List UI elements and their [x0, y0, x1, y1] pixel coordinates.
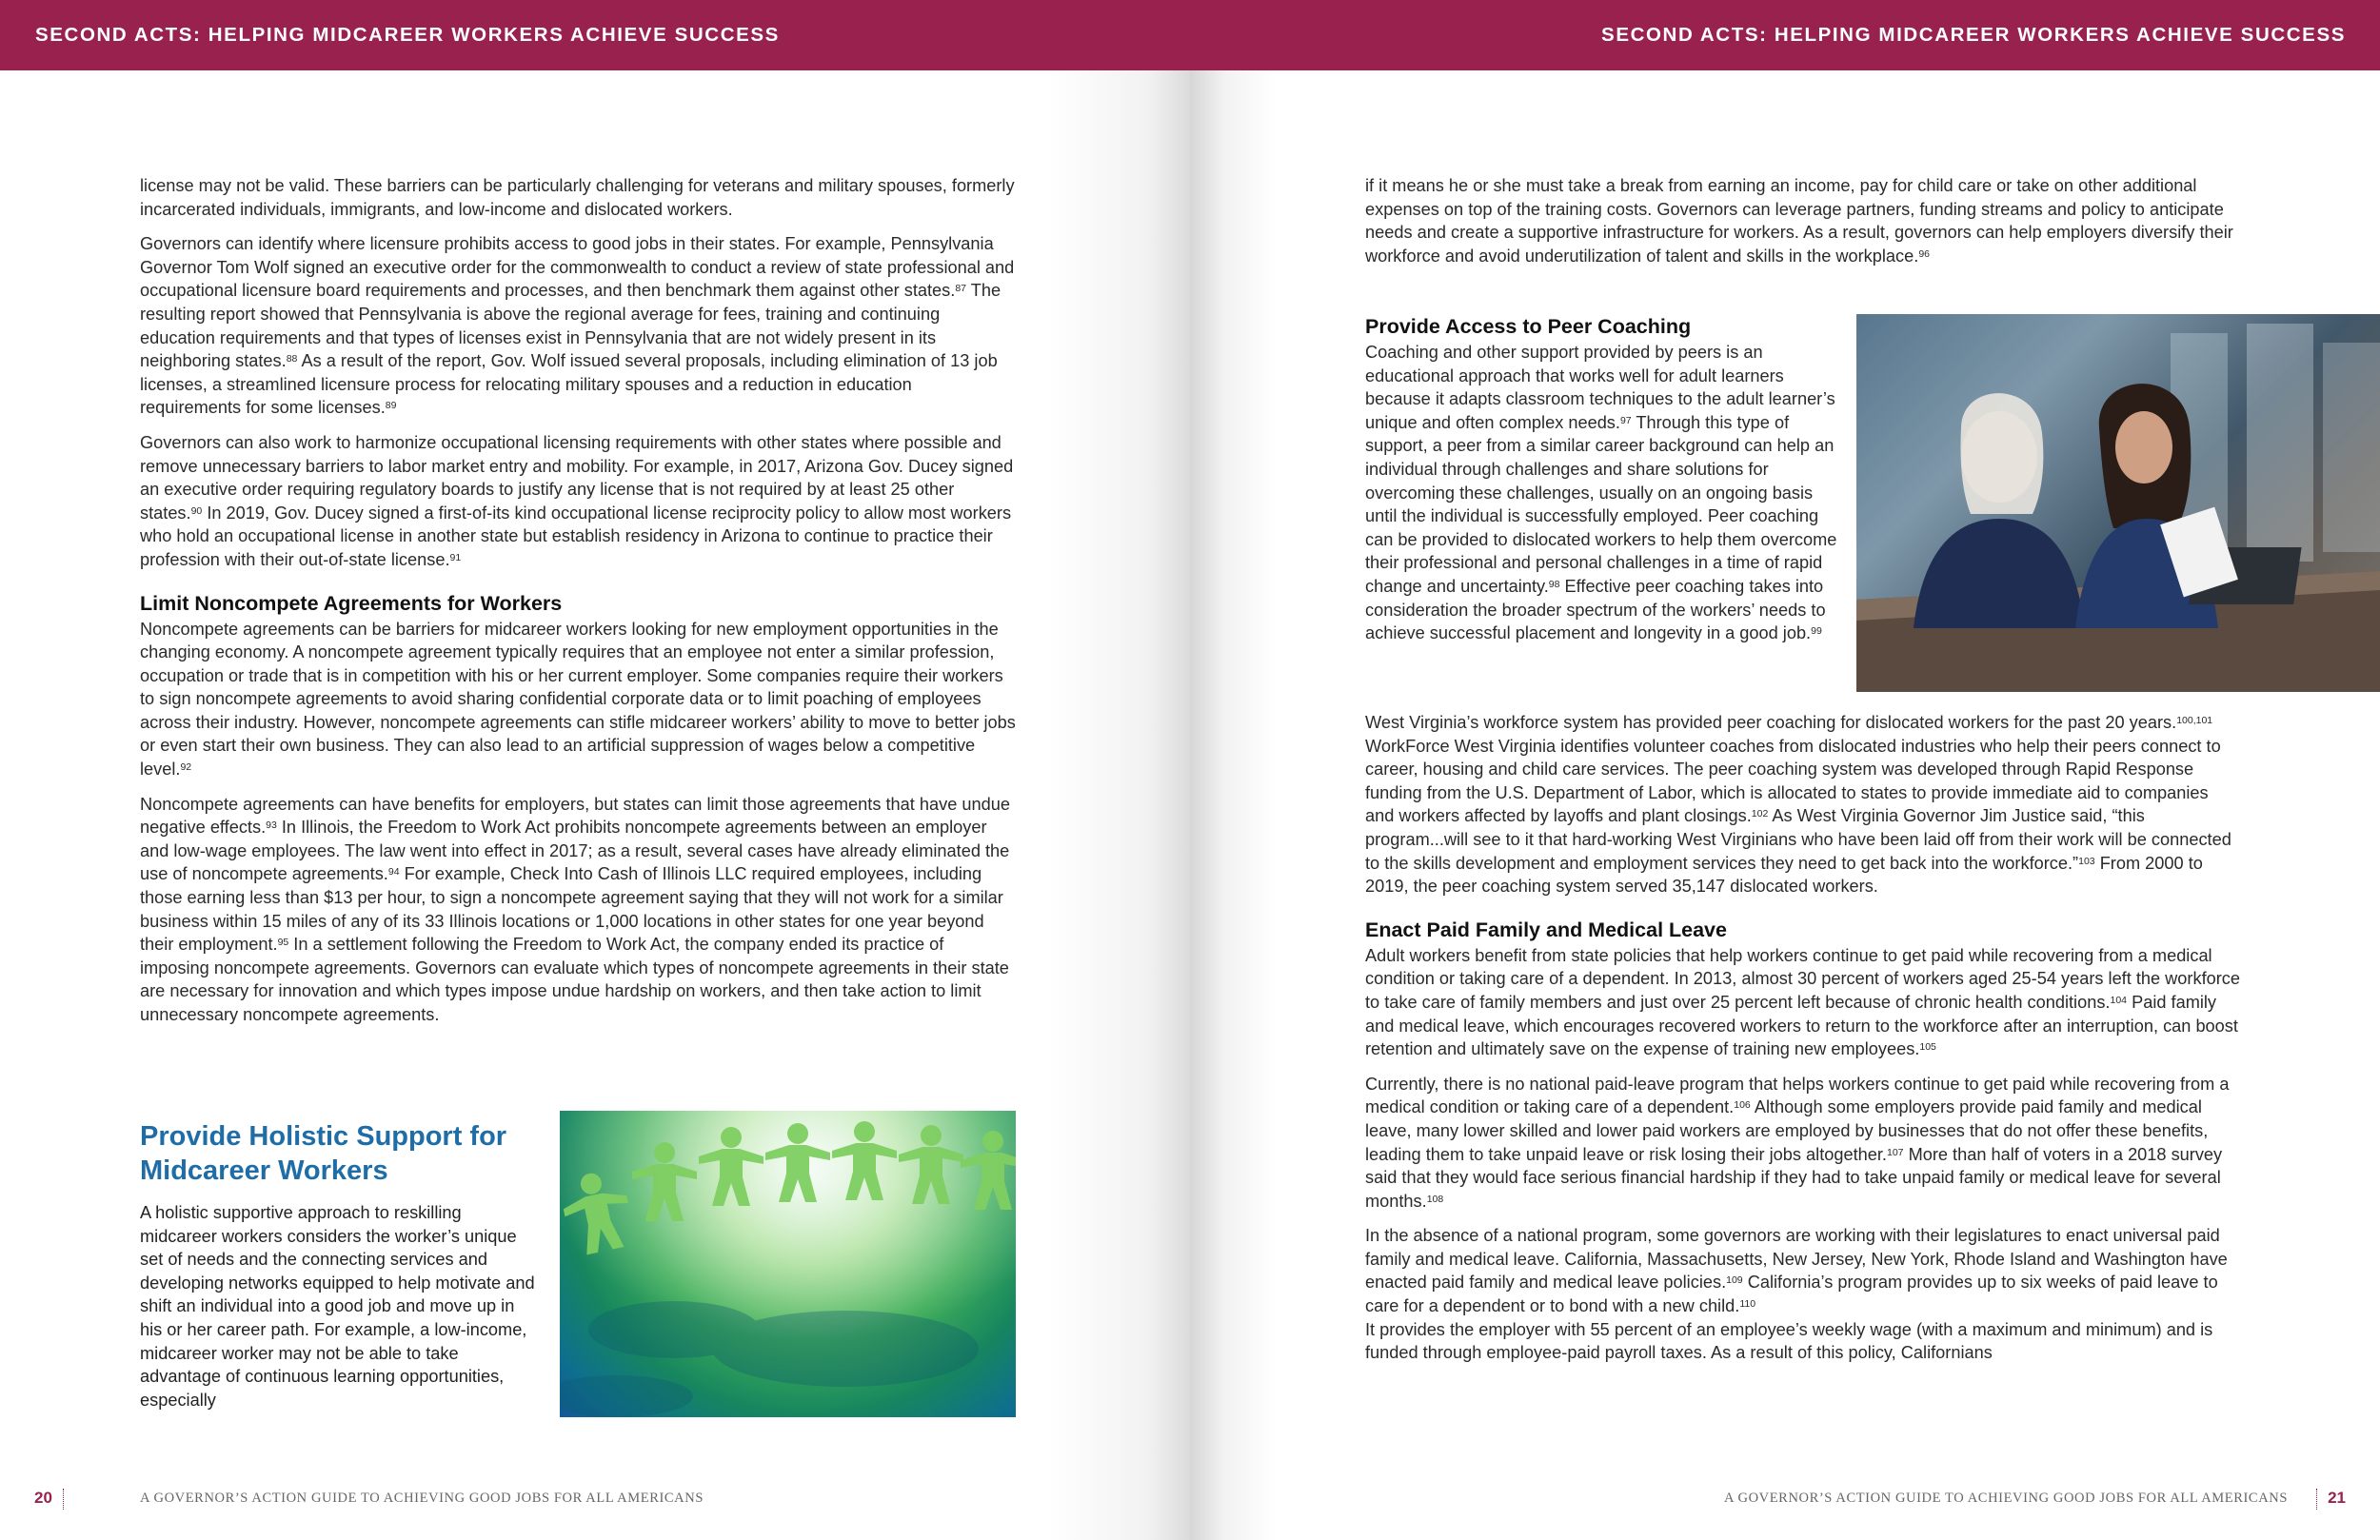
footnote-ref: 107 — [1886, 1146, 1904, 1158]
footnote-ref: 87 — [955, 283, 967, 295]
paragraph: Coaching and other support provided by peers is an educational approach that works well for adult learners because it adapts classroom techniques to the adult learner’s unique and often complex needs.$^{97}$ Through this type of support, a peer from a similar career background can help an individual through challenges and share solutions for overcoming these challenges, usually on an ongoing basis until the individual is successfully employed. Peer coaching can be provided to dislocated workers to help them overcome their professional and personal challenges in a time of rapid change and uncertainty.$^{98}$ Effective peer coaching takes into consideration the broader spectrum of the workers’ needs to achieve successful placement and longevity in a good job.$^{99}$ — [1365, 343, 1837, 643]
footnote-ref: 109 — [1726, 1274, 1743, 1287]
running-header-left: SECOND ACTS: HELPING MIDCAREER WORKERS ACHIEVE SUCCESS — [35, 24, 780, 46]
footnote-ref: 103 — [2078, 855, 2095, 867]
page-number-divider-left — [63, 1489, 64, 1510]
paragraph: West Virginia’s workforce system has provided peer coaching for dislocated workers for the past 20 years.$^{100,101}$ WorkForce West Virginia identifies volunteer coaches from dislocated industries who help their peers connect to career, housing and child care services. The peer coaching system was developed through Rapid Response funding from the U.S. Department of Labor, which is allocated to states to provide immediate aid to companies and workers affected by layoffs and plant closings.$^{102}$ As West Virginia Governor Jim Justice said, “this program...will see to it that hard-working West Virginians who have been laid off from their work will be connected to the skills development and employment services they need to get back into the workforce.”$^{103}$ From 2000 to 2019, the peer coaching system served 35,147 dislocated workers. — [1365, 713, 2231, 897]
footer-guide-title-right: A GOVERNOR’S ACTION GUIDE TO ACHIEVING GOOD JOBS FOR ALL AMERICANS — [1724, 1491, 2288, 1506]
footer-guide-title-left: A GOVERNOR’S ACTION GUIDE TO ACHIEVING GOOD JOBS FOR ALL AMERICANS — [140, 1491, 704, 1506]
paragraph: if it means he or she must take a break from earning an income, pay for child care or take on other additional expenses on top of the training costs. Governors can leverage partners, funding streams and policy to anticipate needs and create a supportive infrastructure for workers. As a result, governors can help employers diversify their workforce and avoid underutilization of talent and skills in the workplace.$^{96}$ — [1365, 176, 2233, 266]
footnote-ref: 92 — [180, 761, 192, 774]
footnote-ref: 98 — [1548, 578, 1560, 590]
footnote-ref: 97 — [1619, 414, 1632, 426]
holistic-support-section — [140, 1119, 540, 1423]
right-body-column-bottom — [1365, 711, 2241, 1365]
footnote-ref: 104 — [2110, 994, 2128, 1006]
two-women-at-laptop-photo — [1856, 314, 2380, 692]
paragraph: In the absence of a national program, some governors are working with their legislatures to enact universal paid family and medical leave. California, Massachusetts, New Jersey, New York, Rhode Island and Washington have enacted paid family and medical leave policies.$^{109}$ California’s program provides up to six weeks of paid leave to care for a dependent or to bond with a new child.$^{110}$ It provides the employer with 55 percent of an employee’s weekly wage (with a maximum and minimum) and is funded through employee-paid payroll taxes. As a result of this policy, Californians — [1365, 1226, 2228, 1363]
footnote-ref: 88 — [286, 353, 298, 365]
right-page — [1190, 0, 2380, 1540]
footnote-ref: 93 — [266, 819, 277, 832]
paragraph: Adult workers benefit from state policies that help workers continue to get paid while recovering from a medical condition or taking care of a dependent. In 2013, almost 30 percent of workers aged 25-54 years left the workforce to take care of family members and just over 25 percent left because of chronic health conditions.$^{104}$ Paid family and medical leave, which encourages recovered workers to return to the workforce after an interruption, can boost retention and ultimately save on the expense of training new employees.$^{105}$ — [1365, 945, 2241, 1059]
section-heading-peer-coaching: Provide Access to Peer Coaching — [1365, 315, 1692, 338]
paragraph: Currently, there is no national paid-leave program that helps workers continue to get paid while recovering from a medical condition or taking care of a dependent.$^{106}$ Although some employers provide paid family and medical leave, many lower skilled and lower paid workers are employed by businesses that do not offer these benefits, leading them to take unpaid leave or risk losing their jobs altogether.$^{107}$ More than half of voters in a 2018 survey said that they would face serious financial hardship if they had to take unpaid family or medical leave for several months.$^{108}$ — [1365, 1074, 2230, 1211]
section-heading-holistic: Provide Holistic Support for Midcareer Workers — [140, 1121, 507, 1186]
header-band-right — [1190, 0, 2380, 70]
paragraph: Governors can also work to harmonize occupational licensing requirements with other states where possible and remove unnecessary barriers to labor market entry and mobility. For example, in 2017, Arizona Gov. Ducey signed an executive order requiring regulatory boards to justify any license that is not required by at least 25 other states.$^{90}$ In 2019, Gov. Ducey signed a first-of-its kind occupational license reciprocity policy to allow most workers who hold an occupational license in another state but establish residency in Arizona to continue to practice their profession with their out-of-state license.$^{91}$ — [140, 432, 1014, 569]
footnote-ref: 95 — [277, 937, 289, 949]
page-gutter-shadow-left — [1047, 70, 1190, 1540]
footnote-ref: 105 — [1919, 1041, 1936, 1054]
footnote-ref: 106 — [1734, 1099, 1751, 1112]
footnote-ref: 108 — [1426, 1193, 1444, 1205]
page-gutter-shadow-right — [1190, 70, 1276, 1540]
paragraph: Noncompete agreements can be barriers for midcareer workers looking for new employment opportunities in the changing economy. A noncompete agreement typically requires that an employee not enter a similar profession, occupation or trade that is in competition with his or her current employer. Some companies require their workers to sign noncompete agreements to avoid sharing confidential corporate data or to limit poaching of employees across their industry. However, noncompete agreements can stifle midcareer workers’ ability to move to better jobs or even start their own business. They can also lead to an artificial suppression of wages below a competitive level.$^{92}$ — [140, 619, 1016, 780]
footnote-ref: 94 — [387, 866, 400, 879]
left-body-column — [140, 174, 1016, 1038]
peer-coaching-photo — [1856, 314, 2380, 692]
right-body-column-top — [1365, 174, 2241, 279]
footnote-ref: 100,101 — [2176, 715, 2213, 726]
footnote-ref: 102 — [1751, 808, 1769, 820]
footnote-ref: 99 — [1811, 625, 1822, 638]
paragraph: Governors can identify where licensure prohibits access to good jobs in their states. For example, Pennsylvania Governor Tom Wolf signed an executive order for the commonwealth to conduct a review of state professional and occupational licensure board requirements and processes, and then benchmark them against other states.$^{87}$ The resulting report showed that Pennsylvania is above the regional average for fees, training and continuing education requirements and that types of licenses exist in Pennsylvania that are not widely present in its neighboring states.$^{88}$ As a result of the report, Gov. Wolf issued several proposals, including elimination of 13 job licenses, a streamlined licensure process for relocating military spouses and a reduction in education requirements for some licenses.$^{89}$ — [140, 234, 1015, 418]
paragraph: Noncompete agreements can have benefits for employers, but states can limit those agreements that have undue negative effects.$^{93}$ In Illinois, the Freedom to Work Act prohibits noncompete agreements between an employer and low-wage employees. The law went into effect in 2017; as a result, several cases have already eliminated the use of noncompete agreements.$^{94}$ For example, Check Into Cash of Illinois LLC required employees, including those earning less than $13 per hour, to sign a noncompete agreement saying that they will not work for a similar business within 15 miles of any of its 33 Illinois locations or 1,000 locations in other states for one year beyond their employment.$^{95}$ In a settlement following the Freedom to Work Act, the company ended its practice of imposing noncompete agreements. Governors can evaluate which types of noncompete agreements in their state are necessary for innovation and which types impose undue hardship on workers, and then take action to limit unnecessary noncompete agreements. — [140, 794, 1010, 1024]
footnote-ref: 110 — [1739, 1298, 1756, 1311]
header-band-left — [0, 0, 1190, 70]
page-number-divider-right — [2316, 1489, 2317, 1510]
page-number-right: 21 — [2328, 1489, 2346, 1507]
footnote-ref: 91 — [449, 551, 462, 563]
section-heading-noncompete: Limit Noncompete Agreements for Workers — [140, 591, 563, 615]
peer-coaching-section — [1365, 314, 1841, 657]
page-number-left: 20 — [34, 1489, 52, 1507]
footnote-ref: 96 — [1918, 247, 1930, 260]
footnote-ref: 90 — [190, 504, 203, 517]
running-header-right: SECOND ACTS: HELPING MIDCAREER WORKERS ACHIEVE SUCCESS — [1601, 24, 2346, 46]
paper-people-chain-image — [560, 1111, 1016, 1417]
section-heading-paid-leave: Enact Paid Family and Medical Leave — [1365, 918, 1727, 941]
footnote-ref: 89 — [385, 400, 397, 412]
paper-people-illustration — [560, 1111, 1016, 1417]
paragraph: license may not be valid. These barriers can be particularly challenging for veterans and military spouses, formerly incarcerated individuals, immigrants, and low-income and dislocated workers. — [140, 176, 1015, 219]
paragraph: A holistic supportive approach to reskilling midcareer workers considers the worker’s unique set of needs and the connecting services and developing networks equipped to help motivate and shift an individual into a good job and move up in his or her career path. For example, a low-income, midcareer worker may not be able to take advantage of continuous learning opportunities, especially — [140, 1203, 535, 1410]
